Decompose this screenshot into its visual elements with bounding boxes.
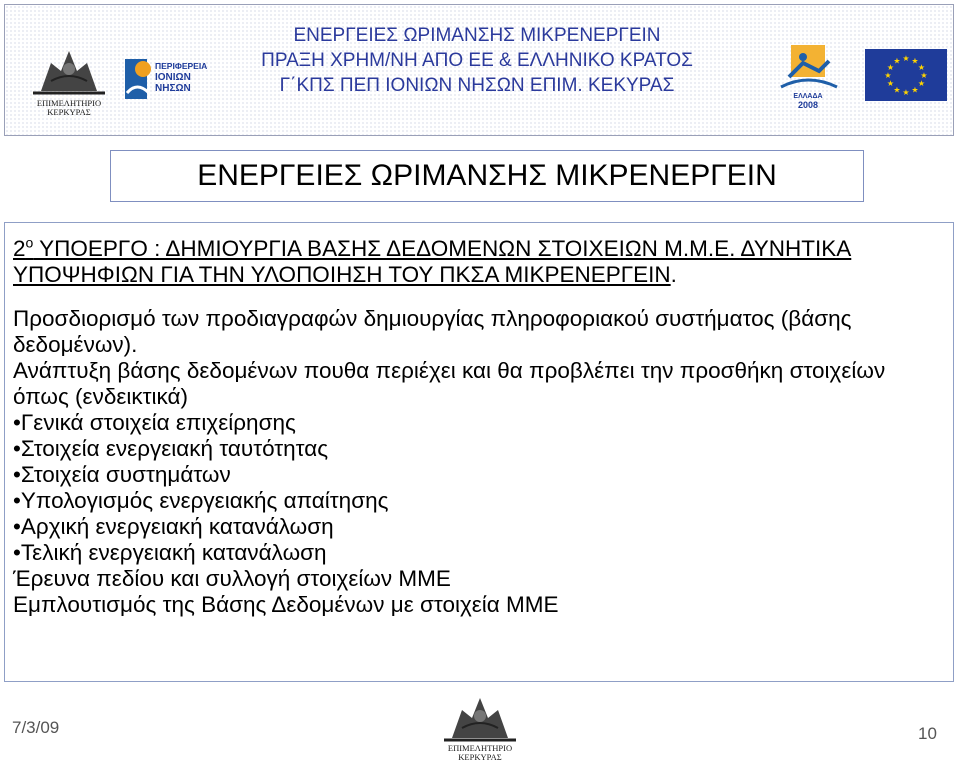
svg-text:★: ★ — [886, 79, 895, 88]
subproject-superscript: ο — [25, 234, 34, 250]
chamber-caption-line1: ΕΠΙΜΕΛΗΤΗΡΙΟ — [36, 98, 102, 108]
svg-text:★: ★ — [886, 63, 895, 72]
slide-content — [13, 229, 943, 618]
subproject-heading — [13, 229, 943, 288]
bullet-item: • Στοιχεία συστημάτων — [13, 462, 943, 488]
lion-emblem-icon — [432, 692, 528, 744]
page-number: 10 — [918, 724, 937, 743]
ellada-logo — [767, 43, 849, 115]
header-line-3: Γ΄ΚΠΣ ΠΕΠ ΙΟΝΙΩΝ ΝΗΣΩΝ ΕΠΙΜ. ΚΕΚΥΡΑΣ — [279, 75, 675, 96]
svg-text:★: ★ — [917, 79, 926, 88]
region-text-line2: ΙΟΝΙΩΝ — [155, 72, 191, 83]
footer-chamber-logo — [432, 692, 528, 764]
region-text-line1: ΠΕΡΙΦΕΡΕΙΑ — [155, 61, 208, 71]
svg-text:★: ★ — [893, 56, 901, 66]
ellada-word: ΕΛΛΑΔΑ — [793, 93, 823, 100]
svg-text:★: ★ — [911, 85, 919, 95]
ellada-year: 2008 — [797, 100, 819, 110]
chamber-caption-line2: ΚΕΡΚΥΡΑΣ — [47, 107, 91, 117]
bullet-item: • Στοιχεία ενεργειακή ταυτότητας — [13, 436, 943, 462]
subproject-number: 2 — [13, 235, 26, 261]
svg-text:★: ★ — [893, 85, 901, 95]
header-line-1: ΕΝΕΡΓΕΙΕΣ ΩΡΙΜΑΝΣΗΣ ΜΙΚΡΕΝΕΡΓΕΙΝ — [293, 25, 661, 46]
svg-text:★: ★ — [917, 63, 926, 72]
ellada-emblem-icon — [767, 43, 849, 95]
region-logo — [123, 53, 208, 107]
slide-title: ΕΝΕΡΓΕΙΕΣ ΩΡΙΜΑΝΣΗΣ ΜΙΚΡΕΝΕΡΓΕΙΝ — [197, 159, 777, 192]
region-text-line3: ΝΗΣΩΝ — [155, 83, 191, 94]
paragraph-specification: Προσδιορισμό των προδιαγραφών δημιουργίας πληροφοριακού συστήματος (βάσης δεδομένων). — [13, 305, 852, 357]
slide-body — [4, 222, 954, 682]
footer-caption-line2: ΚΕΡΚΥΡΑΣ — [458, 752, 502, 762]
svg-text:★: ★ — [902, 88, 910, 97]
header-line-2: ΠΡΑΞΗ ΧΡΗΜ/ΝΗ ΑΠΟ ΕΕ & ΕΛΛΗΝΙΚΟ ΚΡΑΤΟΣ — [261, 50, 693, 71]
eu-flag — [865, 49, 947, 101]
svg-text:★: ★ — [911, 56, 919, 66]
closing-line: Εμπλουτισμός της Βάσης Δεδομένων με στοιχεία ΜΜΕ — [13, 591, 559, 617]
chamber-logo — [21, 41, 117, 117]
header-title — [237, 23, 717, 98]
slide-title-box — [110, 150, 864, 202]
subproject-trailing: . — [670, 261, 677, 287]
lion-emblem-icon — [21, 41, 117, 99]
bullet-item: • Γενικά στοιχεία επιχείρησης — [13, 410, 943, 436]
svg-text:★: ★ — [920, 71, 928, 80]
svg-text:★: ★ — [884, 71, 892, 80]
svg-text:★: ★ — [902, 54, 910, 63]
bullet-item: • Υπολογισμός ενεργειακής απαίτησης — [13, 488, 943, 514]
subproject-text: ΥΠΟΕΡΓΟ : ΔΗΜΙΟΥΡΓΙΑ ΒΑΣΗΣ ΔΕΔΟΜΕΝΩΝ ΣΤΟΙΧΕΙΩΝ Μ.Μ.Ε. ΔΥΝΗΤΙΚΑ ΥΠΟΨΗΦΙΩΝ ΓΙΑ ΤΗΝ ΥΛΟΠΟΙΗΣΗ ΤΟΥ ΠΚΣΑ ΜΙΚΡΕΝΕΡΓΕΙΝ — [13, 235, 852, 287]
header-banner — [4, 4, 954, 136]
footer-date: 7/3/09 — [12, 718, 60, 737]
bullet-item: • Αρχική ενεργειακή κατανάλωση — [13, 514, 943, 540]
region-emblem-icon — [123, 53, 155, 103]
bullet-item: • Τελική ενεργειακή κατανάλωση — [13, 540, 943, 566]
footer-caption-line1: ΕΠΙΜΕΛΗΤΗΡΙΟ — [447, 743, 513, 753]
paragraph-development: Ανάπτυξη βάσης δεδομένων πουθα περιέχει και θα προβλέπει την προσθήκη στοιχείων όπως (ενδεικτικά) — [13, 357, 886, 409]
closing-line: Έρευνα πεδίου και συλλογή στοιχείων ΜΜΕ — [13, 565, 451, 591]
eu-stars-icon — [865, 49, 947, 101]
